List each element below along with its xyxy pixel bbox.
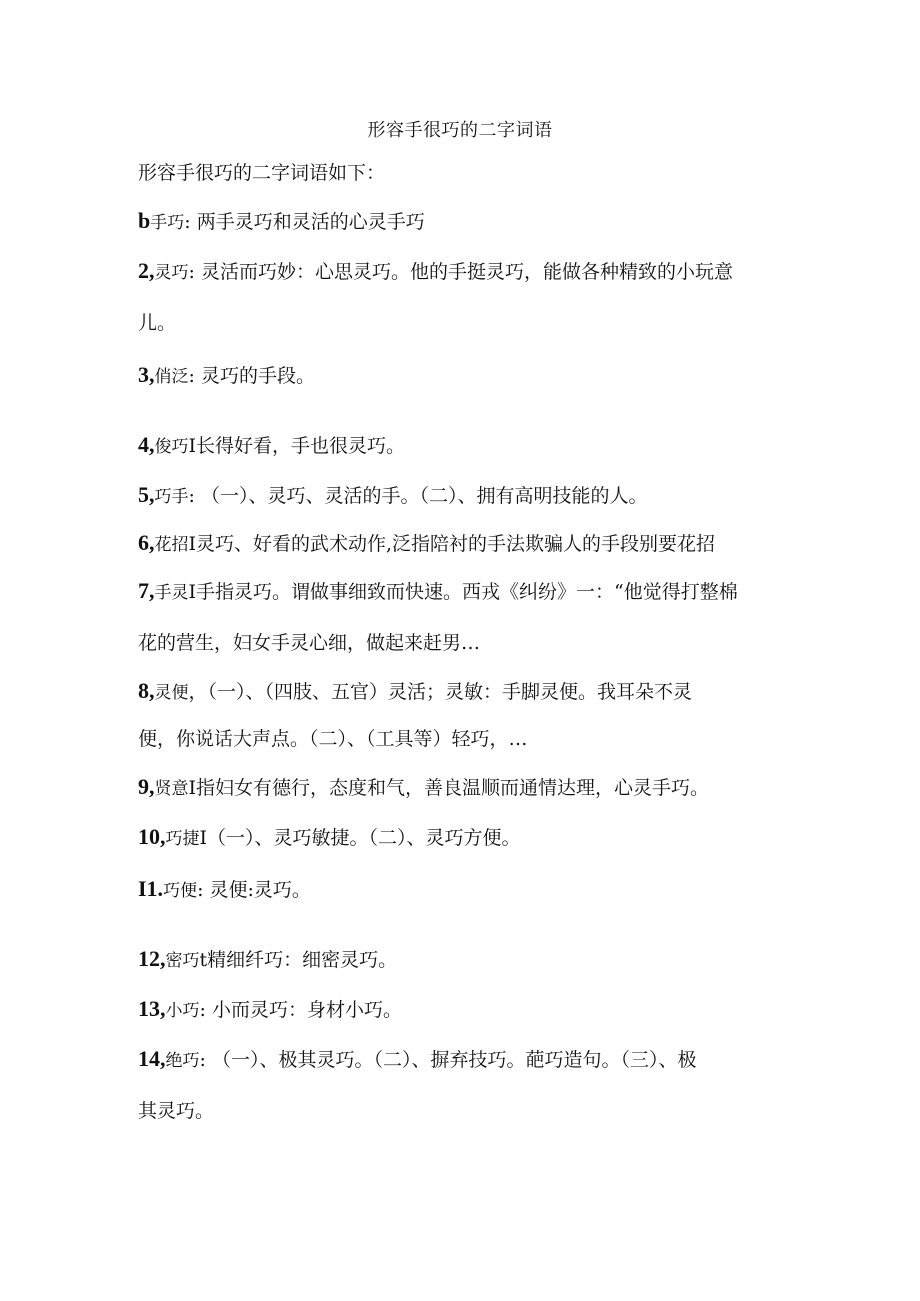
entry-number: 3,	[138, 362, 155, 387]
entry-definition: : 灵巧的手段。	[188, 365, 315, 387]
entry-definition: : 灵活而巧妙：心思灵巧。他的手挺灵巧，能做各种精致的小玩意	[188, 261, 733, 283]
entry-14	[138, 1046, 788, 1074]
entry-12	[138, 946, 788, 974]
intro-line: 形容手很巧的二字词语如下：	[138, 162, 386, 184]
entry-term: 巧手	[154, 487, 189, 507]
entry-definition: : 小而灵巧：身材小巧。	[199, 999, 402, 1021]
entry-definition: : 两手灵巧和灵活的心灵手巧	[184, 211, 425, 233]
entry-term: 灵便	[154, 683, 189, 703]
entry-term: 巧便	[163, 881, 198, 901]
entry-number: 8,	[138, 678, 155, 703]
entry-definition: I长得好看，手也很灵巧。	[188, 435, 406, 457]
entry-term: 花招	[154, 535, 189, 555]
document-title: 形容手很巧的二字词语	[367, 120, 553, 141]
entry-1	[138, 208, 788, 236]
entry-number: 5,	[138, 482, 155, 507]
entry-3	[138, 362, 788, 390]
entry-11	[138, 876, 788, 904]
entry-number: 6,	[138, 530, 155, 555]
entry-term: 灵巧	[154, 263, 189, 283]
entry-2-continuation: 儿。	[138, 312, 177, 334]
entry-7-continuation: 花的营生，妇女手灵心细，做起来赶男…	[138, 632, 481, 654]
entry-number: 14,	[138, 1046, 166, 1071]
entry-number: I1.	[138, 876, 164, 901]
entry-7	[138, 578, 788, 606]
entry-number: b	[138, 208, 151, 233]
entry-term: 小巧	[165, 1001, 200, 1021]
entry-definition: I灵巧、好看的武术动作,泛指陪衬的手法欺骗人的手段别要花招	[188, 533, 716, 555]
entry-definition: : （一）、极其灵巧。（二）、摒弃技巧。葩巧造句。（三）、极	[199, 1049, 697, 1071]
entry-definition: : （一）、灵巧、灵活的手。（二）、拥有高明技能的人。	[188, 485, 648, 507]
entry-8	[138, 678, 788, 706]
entry-number: 2,	[138, 258, 155, 283]
entry-definition: : 灵便:灵巧。	[197, 879, 311, 901]
entry-number: 12,	[138, 946, 166, 971]
entry-5	[138, 482, 788, 510]
entry-term: 密巧	[165, 951, 200, 971]
entry-14-continuation: 其灵巧。	[138, 1100, 215, 1122]
entry-term: 手灵	[154, 583, 189, 603]
entry-term: 手巧	[150, 213, 185, 233]
entry-term: 俊巧	[154, 437, 189, 457]
entry-6	[138, 530, 788, 558]
entry-8-continuation: 便，你说话大声点。（二）、（工具等）轻巧，…	[138, 728, 528, 750]
entry-term: 俏泛	[154, 367, 189, 387]
entry-term: 巧捷	[165, 829, 200, 849]
entry-13	[138, 996, 788, 1024]
entry-definition: I指妇女有德行，态度和气，善良温顺而通情达理，心灵手巧。	[188, 777, 710, 799]
entry-definition: ，（一）、（四肢、五官）灵活；灵敏：手脚灵便。我耳朵不灵	[188, 681, 693, 703]
entry-4	[138, 432, 788, 460]
entry-number: 7,	[138, 578, 155, 603]
entry-definition: t精细纤巧：细密灵巧。	[199, 949, 398, 971]
entry-number: 10,	[138, 824, 166, 849]
entry-definition: I手指灵巧。谓做事细致而快速。西戎《纠纷》一：“他觉得打整棉	[188, 581, 738, 603]
entry-10	[138, 824, 788, 852]
entry-number: 9,	[138, 774, 155, 799]
entry-number: 13,	[138, 996, 166, 1021]
entry-2	[138, 258, 788, 286]
entry-definition: I（一）、灵巧敏捷。（二）、灵巧方便。	[199, 827, 521, 849]
entry-term: 绝巧	[165, 1051, 200, 1071]
entry-term: 贤意	[154, 779, 189, 799]
entry-number: 4,	[138, 432, 155, 457]
entry-9	[138, 774, 788, 802]
